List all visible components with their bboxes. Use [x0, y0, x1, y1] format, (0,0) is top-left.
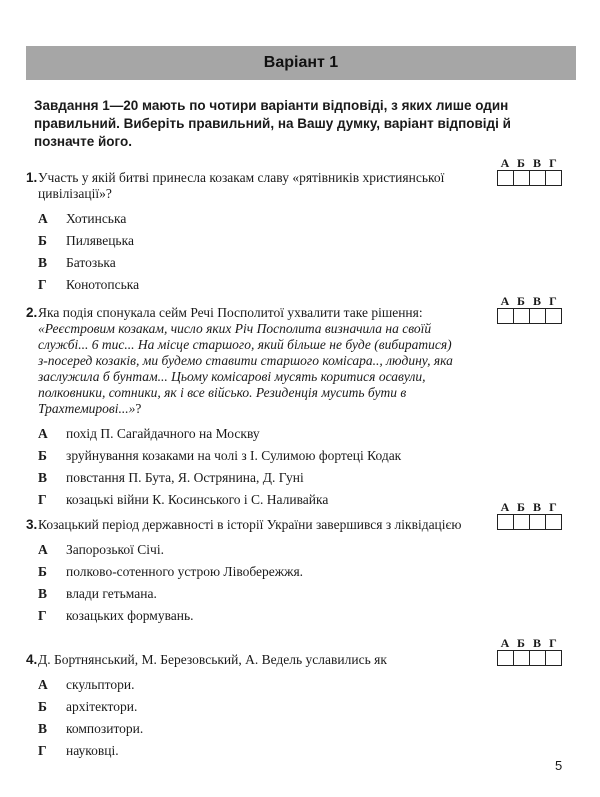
option-b[interactable]: Б полково-сотенного устрою Лівобережжя.	[38, 564, 304, 579]
answer-cell-a[interactable]	[498, 515, 514, 529]
options-list	[26, 208, 466, 296]
answer-cell-c[interactable]	[530, 515, 546, 529]
variant-title: Варіант 1	[263, 54, 339, 71]
option-c[interactable]: В композитори.	[38, 721, 144, 736]
option-d[interactable]: Г науковці.	[38, 743, 119, 758]
answer-cell-b[interactable]	[514, 515, 530, 529]
page-number: 5	[555, 758, 563, 773]
answer-grid-2: А Б В Г	[497, 294, 562, 324]
question-number: 4.	[26, 652, 38, 667]
question-number: 3.	[26, 517, 38, 532]
question-1	[26, 170, 466, 296]
option-d[interactable]: Г козацьких формувань.	[38, 608, 194, 623]
answer-grid-1: А Б В Г	[497, 156, 562, 186]
answer-cell-d[interactable]	[546, 515, 561, 529]
question-number: 2.	[26, 305, 38, 320]
answer-cell-a[interactable]	[498, 309, 514, 323]
option-d[interactable]: Г козацькі війни К. Косинського і С. Наливайка	[38, 492, 329, 507]
question-text: Д. Бортнянський, М. Березовський, А. Ведель уславились як	[38, 652, 387, 667]
question-quote: «Реєстровим козакам, число яких Річ Посполита визначила на своїй службі... 6 тис... На місце старшого, який більше не буде (вибиратися) з-посеред козаків, ми будемо ставити старшого комісара.., людину, яка заслужила б бунтам... Цьому комісарові мусять коритися осавули, полковники, сотники, як і все військо. Резиденція мусить бути в Трахтемирові...»	[38, 321, 453, 416]
question-number: 1.	[26, 170, 38, 185]
answer-cell-d[interactable]	[546, 651, 561, 665]
answer-cell-c[interactable]	[530, 171, 546, 185]
options-list	[26, 423, 466, 511]
option-a[interactable]: А Запорозької Січі.	[38, 542, 164, 557]
answer-cell-d[interactable]	[546, 171, 561, 185]
answer-cell-a[interactable]	[498, 651, 514, 665]
question-3	[26, 517, 466, 627]
answer-grid-3: А Б В Г	[497, 500, 562, 530]
option-c[interactable]: В Батозька	[38, 255, 116, 270]
variant-header	[26, 46, 576, 80]
option-a[interactable]: А Хотинська	[38, 211, 127, 226]
question-text: Участь у якій битві принесла козакам славу «рятівників християнської цивілізації»?	[38, 170, 445, 201]
answer-cell-c[interactable]	[530, 651, 546, 665]
option-b[interactable]: Б зруйнування козаками на чолі з І. Сулимою фортеці Кодак	[38, 448, 402, 463]
answer-cell-b[interactable]	[514, 171, 530, 185]
option-c[interactable]: В повстання П. Бута, Я. Острянина, Д. Гуні	[38, 470, 304, 485]
answer-cell-a[interactable]	[498, 171, 514, 185]
options-list	[26, 674, 466, 762]
question-2	[26, 305, 466, 511]
answer-cell-c[interactable]	[530, 309, 546, 323]
option-d[interactable]: Г Конотопська	[38, 277, 140, 292]
question-4	[26, 652, 466, 762]
option-b[interactable]: Б Пилявецька	[38, 233, 134, 248]
answer-grid-4: А Б В Г	[497, 636, 562, 666]
answer-cell-b[interactable]	[514, 309, 530, 323]
option-a[interactable]: А скульптори.	[38, 677, 135, 692]
question-text: Козацький період державності в історії України завершився з ліквідацією	[38, 517, 462, 532]
options-list	[26, 539, 466, 627]
question-text: Яка подія спонукала сейм Речі Посполитої ухвалити таке рішення: «Реєстровим козакам, число яких Річ Посполита визначила на своїй службі... 6 тис... На місце старшого, який більше не буде (вибиратися) з-посеред козаків, ми будемо ставити старшого комісара.., людину, яка заслужила б бунтам... Цьому комісарові мусять коритися осавули, полковники, сотники, як і все військо. Резиденція мусить бути в Трахтемирові...»?	[38, 305, 453, 416]
answer-cell-d[interactable]	[546, 309, 561, 323]
option-c[interactable]: В влади гетьмана.	[38, 586, 157, 601]
option-a[interactable]: А похід П. Сагайдачного на Москву	[38, 426, 260, 441]
option-b[interactable]: Б архітектори.	[38, 699, 138, 714]
instructions: Завдання 1—20 мають по чотири варіанти відповіді, з яких лише один правильний. Виберіть правильний, на Вашу думку, варіант відповіді й позначте його.	[34, 98, 511, 149]
answer-cell-b[interactable]	[514, 651, 530, 665]
